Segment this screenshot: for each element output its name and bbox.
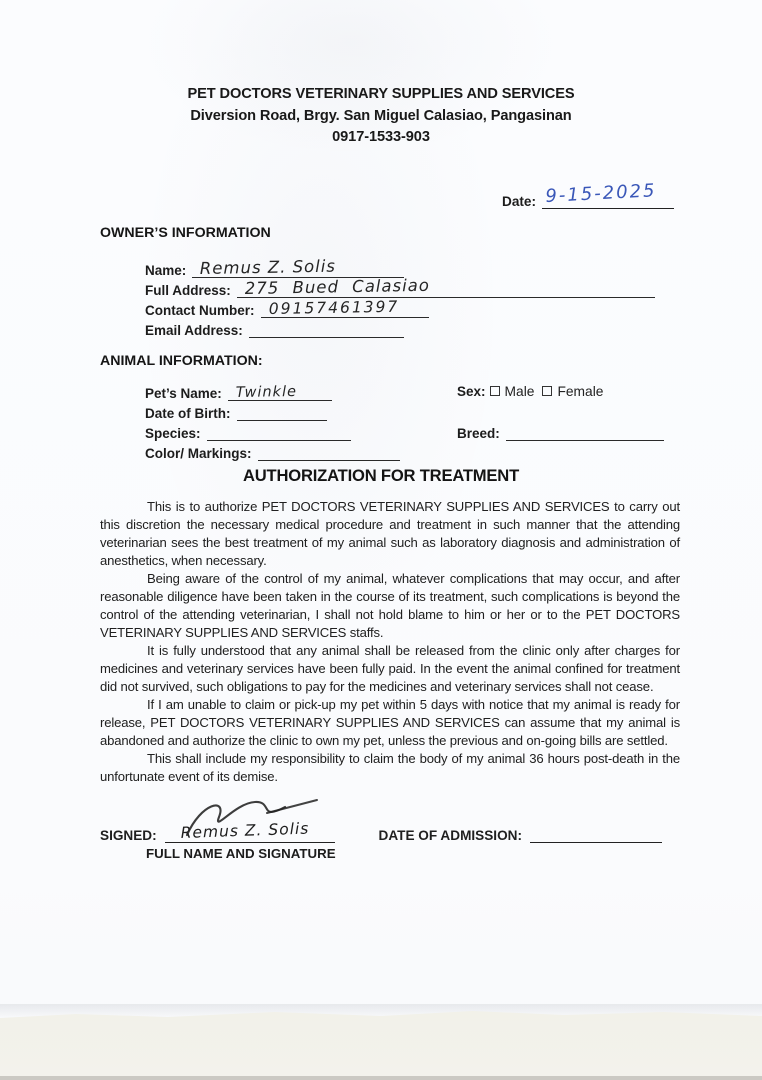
handwritten-owner-address: 275 Bued Calasiao: [244, 275, 430, 298]
handwritten-date: 9-15-2025: [544, 180, 658, 207]
male-checkbox: [490, 386, 500, 396]
sex-field: [457, 381, 680, 401]
date-of-admission-line: [530, 824, 662, 843]
clinic-phone: 0917-1533-903: [332, 129, 430, 145]
pet-name-label: Pet’s Name:: [145, 386, 222, 401]
female-checkbox: [542, 386, 552, 396]
date-of-admission-label: DATE OF ADMISSION:: [378, 828, 522, 843]
animal-fields: [145, 381, 680, 461]
address-line: [237, 275, 655, 298]
authorization-paragraph-3: It is fully understood that any animal shall be released from the clinic only after charges for medicines and veterinary services have been fully paid. In the event the animal confined for treatment did not survived, such obligations to pay for the medicines and veterinary services shall not cease.: [100, 643, 680, 694]
name-line: [192, 256, 404, 278]
signed-label: SIGNED:: [100, 828, 157, 843]
authorization-paragraph-2: Being aware of the control of my animal, whatever complications that may occur, and after reasonable diligence have been taken in the course of its treatment, such complications is beyond the control of the attending veterinarian, I shall not hold blame to him or her or to the PET DOCTORS VETERINARY SUPPLIES AND SERVICES staffs.: [100, 571, 680, 640]
spacer-2: [457, 441, 680, 461]
color-markings-label: Color/ Markings:: [145, 446, 252, 461]
breed-label: Breed:: [457, 426, 500, 441]
color-markings-line: [258, 444, 400, 461]
full-name-signature-caption: FULL NAME AND SIGNATURE: [146, 846, 336, 861]
date-field: [502, 180, 674, 209]
pet-name-line: [228, 384, 332, 401]
species-label: Species:: [145, 426, 201, 441]
clinic-header: [0, 84, 762, 149]
owner-email-row: [145, 318, 665, 338]
date-of-birth-row: [145, 401, 457, 421]
female-option-label: Female: [557, 383, 604, 399]
spacer-1: [457, 401, 680, 421]
breed-row: [457, 421, 680, 441]
email-line: [249, 321, 404, 338]
species-line: [207, 424, 351, 441]
handwritten-pet-name: Twinkle: [235, 383, 297, 401]
sex-label: Sex:: [457, 383, 486, 399]
contact-line: [261, 297, 429, 318]
clinic-address: Diversion Road, Brgy. San Miguel Calasiao, Pangasinan: [190, 107, 572, 124]
owner-address-row: [145, 275, 665, 298]
owner-fields: [145, 258, 665, 338]
contact-label: Contact Number:: [145, 303, 255, 318]
signature-block: [100, 819, 662, 861]
email-label: Email Address:: [145, 323, 243, 338]
authorization-paragraph-5: This shall include my responsibility to claim the body of my animal 36 hours post-death in the unfortunate event of its demise.: [100, 751, 680, 784]
authorization-paragraph-1: This is to authorize PET DOCTORS VETERINARY SUPPLIES AND SERVICES to carry out this discretion the necessary medical procedure and treatment in such manner that the attending veterinarian sees the best treatment of my animal such as laboratory diagnosis and administration of anesthetics, when necessary.: [100, 499, 680, 568]
signature-line: [165, 819, 335, 843]
male-option-label: Male: [504, 383, 535, 399]
scanner-background-band: [0, 1006, 762, 1080]
clinic-name: PET DOCTORS VETERINARY SUPPLIES AND SERVICES: [187, 86, 575, 102]
date-label: Date:: [502, 194, 536, 209]
name-label: Name:: [145, 263, 187, 278]
animal-section-title: ANIMAL INFORMATION:: [100, 353, 263, 369]
authorization-body: [100, 498, 680, 786]
handwritten-owner-name: Remus Z. Solis: [199, 256, 337, 278]
pet-name-row: [145, 381, 457, 401]
owner-section-title: OWNER’S INFORMATION: [100, 225, 271, 241]
breed-line: [506, 424, 664, 441]
authorization-paragraph-4: If I am unable to claim or pick-up my pet within 5 days with notice that my animal is ready for release, PET DOCTORS VETERINARY SUPPLIES AND SERVICES can assume that my animal is abandoned and authorize the clinic to own my pet, unless the previous and on-going bills are settled.: [100, 697, 680, 748]
species-row: [145, 421, 457, 441]
owner-name-row: [145, 258, 665, 278]
signature-row: [100, 819, 662, 843]
color-markings-row: [145, 441, 457, 461]
authorization-title: AUTHORIZATION FOR TREATMENT: [242, 466, 520, 485]
date-of-birth-label: Date of Birth:: [145, 406, 231, 421]
scan-bottom-edge: [0, 1076, 762, 1080]
date-line: [542, 180, 674, 209]
address-label: Full Address:: [145, 283, 231, 298]
owner-contact-row: [145, 298, 665, 318]
handwritten-signature: Remus Z. Solis: [180, 819, 310, 842]
date-of-birth-line: [237, 404, 327, 421]
handwritten-contact-number: 09157461397: [268, 297, 399, 318]
